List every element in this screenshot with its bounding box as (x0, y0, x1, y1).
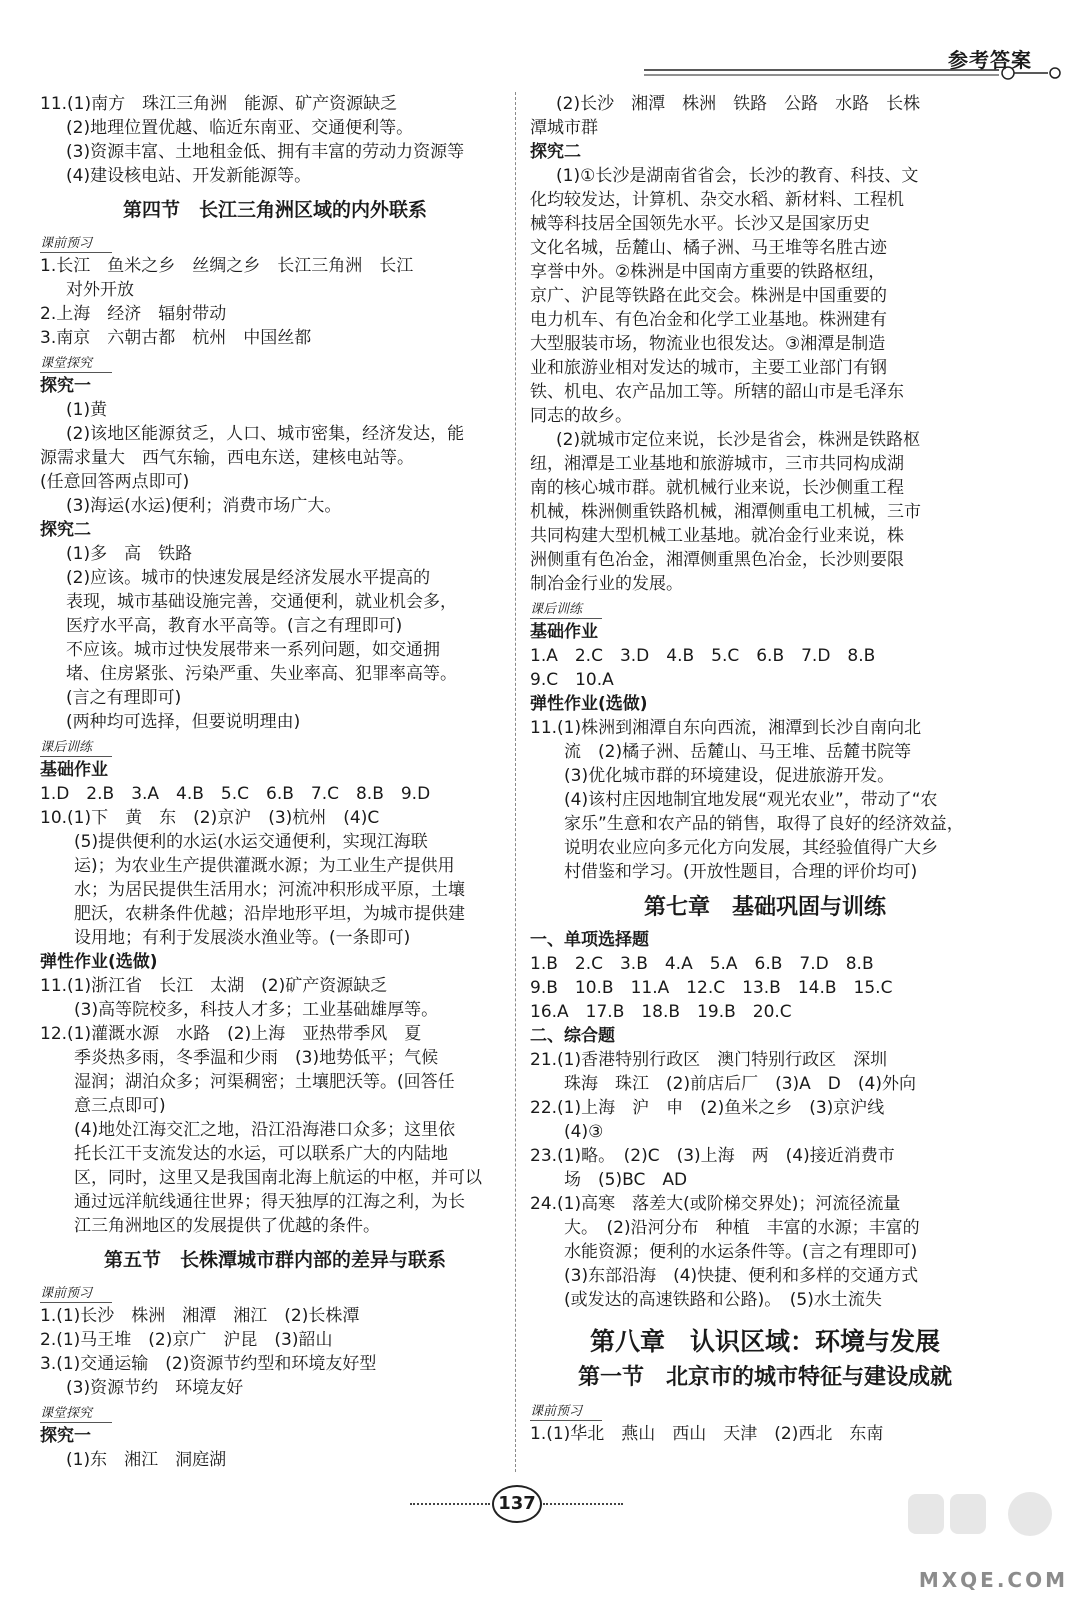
answer-line: 23.(1)略。 (2)C (3)上海 两 (4)接近消费市 (530, 1146, 895, 1166)
answer-line: 2.上海 经济 辐射带动 (40, 304, 227, 324)
answer-line: 对外开放 (66, 280, 134, 300)
answer-line: 区，同时，这里又是我国南北海上航运的中枢，并可以 (74, 1168, 482, 1188)
answer-line: (5)提供便利的水运(水运交通便利，实现江海联 (74, 832, 428, 852)
answer-line: 1.B 2.C 3.B 4.A 5.A 6.B 7.D 8.B (530, 954, 874, 974)
answer-line: 业和旅游业相对发达的城市，主要工业部门有钢 (530, 358, 887, 378)
answer-line: (3)优化城市群的环境建设，促进旅游开发。 (564, 766, 895, 786)
subheading: 探究一 (40, 376, 91, 396)
section-tag: 课堂探究 (40, 1406, 112, 1423)
section-tag: 课前预习 (40, 236, 112, 253)
answer-line: 11.(1)株洲到湘潭自东向西流，湘潭到长沙自南向北 (530, 718, 922, 738)
answer-line: 不应该。城市过快发展带来一系列问题，如交通拥 (66, 640, 440, 660)
answer-line: (3)东部沿海 (4)快捷、便利和多样的交通方式 (564, 1266, 919, 1286)
footer-dots-right (543, 1503, 623, 1505)
answer-line: 械等科技居全国领先水平。长沙又是国家历史 (530, 214, 870, 234)
answer-line: 1.(1)华北 燕山 西山 天津 (2)西北 东南 (530, 1424, 884, 1444)
answer-line: 洲侧重有色冶金，湘潭侧重黑色冶金，长沙则要限 (530, 550, 904, 570)
answer-line: 1.长江 鱼米之乡 丝绸之乡 长江三角洲 长江 (40, 256, 414, 276)
section-tag: 课后训练 (40, 740, 112, 757)
section-title: 第四节 长江三角洲区域的内外联系 (122, 199, 427, 221)
answer-line: 村借鉴和学习。(开放性题目，合理的评价均可) (564, 862, 918, 882)
section-tag: 课前预习 (530, 1404, 602, 1421)
answer-line: 9.B 10.B 11.A 12.C 13.B 14.B 15.C (530, 978, 893, 998)
answer-line: 通过远洋航线通往世界；得天独厚的江海之利，为长 (74, 1192, 465, 1212)
header-rule-ornament (644, 64, 1064, 84)
answer-line: 10.(1)下 黄 东 (2)京沪 (3)杭州 (4)C (40, 808, 380, 828)
answer-line: (2)长沙 湘潭 株洲 铁路 公路 水路 长株 (556, 94, 921, 114)
subheading: 二、综合题 (530, 1026, 615, 1046)
section-tag: 课后训练 (530, 602, 602, 619)
section-tag: 课前预习 (40, 1286, 112, 1303)
answer-line: 3.南京 六朝古都 杭州 中国丝都 (40, 328, 312, 348)
answer-line: 共同构建大型机械工业基地。就冶金行业来说，株 (530, 526, 904, 546)
answer-line: 堵、住房紧张、污染严重、失业率高、犯罪率高等。 (66, 664, 457, 684)
subheading: 基础作业 (530, 622, 598, 642)
answer-line: (1)多 高 铁路 (66, 544, 193, 564)
column-divider (515, 92, 516, 1472)
answer-line: (2)该地区能源贫乏，人口、城市密集，经济发达，能 (66, 424, 465, 444)
answer-line: (3)资源丰富、土地租金低、拥有丰富的劳动力资源等 (66, 142, 465, 162)
chapter-title: 第七章 基础巩固与训练 (643, 895, 886, 920)
answer-line: 说明农业应向多元化方向发展，其经验值得广大乡 (564, 838, 938, 858)
page-header (0, 0, 1090, 90)
answer-line: 3.(1)交通运输 (2)资源节约型和环境友好型 (40, 1354, 377, 1374)
subheading: 探究二 (40, 520, 91, 540)
answer-line: 享誉中外。②株洲是中国南方重要的铁路枢纽， (530, 262, 886, 282)
subheading: 弹性作业(选做) (40, 952, 158, 972)
section-title: 第一节 北京市的城市特征与建设成就 (577, 1365, 952, 1390)
subheading: 探究一 (40, 1426, 91, 1446)
answer-line: (4)建设核电站、开发新能源等。 (66, 166, 312, 186)
answer-line: 化均较发达，计算机、杂交水稻、新材料、工程机 (530, 190, 904, 210)
answer-line: 2.(1)马王堆 (2)京广 沪昆 (3)韶山 (40, 1330, 333, 1350)
answer-line: (1)①长沙是湖南省省会，长沙的教育、科技、文 (556, 166, 919, 186)
subheading: 一、单项选择题 (530, 930, 649, 950)
subheading: 基础作业 (40, 760, 108, 780)
answer-line: 9.C 10.A (530, 670, 614, 690)
answer-line: (2)就城市定位来说，长沙是省会，株洲是铁路枢 (556, 430, 921, 450)
chapter-title: 第八章 认识区域：环境与发展 (589, 1327, 940, 1356)
answer-line: 水能资源；便利的水运条件等。(言之有理即可) (564, 1242, 918, 1262)
answer-line: 同志的故乡。 (530, 406, 632, 426)
answer-line: 制冶金行业的发展。 (530, 574, 683, 594)
answer-line: 铁、机电、农产品加工等。所辖的韶山市是毛泽东 (530, 382, 904, 402)
answer-line: 22.(1)上海 沪 申 (2)鱼米之乡 (3)京沪线 (530, 1098, 885, 1118)
answer-line: 1.A 2.C 3.D 4.B 5.C 6.B 7.D 8.B (530, 646, 876, 666)
section-tag: 课堂探究 (40, 356, 112, 373)
answer-line: 11.(1)南方 珠江三角洲 能源、矿产资源缺乏 (40, 94, 398, 114)
answer-line: 湿润；湖泊众多；河渠稠密；土壤肥沃等。(回答任 (74, 1072, 455, 1092)
right-column (530, 92, 1000, 1446)
answer-line: (或发达的高速铁路和公路)。 (5)水土流失 (564, 1290, 882, 1310)
footer-dots-left (410, 1503, 490, 1505)
answer-line: (2)地理位置优越、临近东南亚、交通便利等。 (66, 118, 414, 138)
header-label: 参考答案 (948, 48, 1032, 72)
answer-line: 表现，城市基础设施完善，交通便利，就业机会多， (66, 592, 457, 612)
answer-line: (1)东 湘江 洞庭湖 (66, 1450, 227, 1470)
answer-line: 纽，湘潭是工业基地和旅游城市，三市共同构成湖 (530, 454, 904, 474)
answer-line: 设用地；有利于发展淡水渔业等。(一条即可) (74, 928, 411, 948)
answer-line: 珠海 珠江 (2)前店后厂 (3)A D (4)外向 (564, 1074, 916, 1094)
answer-line: 意三点即可) (74, 1096, 166, 1116)
answer-line: 21.(1)香港特别行政区 澳门特别行政区 深圳 (530, 1050, 888, 1070)
answer-line: 季炎热多雨，冬季温和少雨 (3)地势低平；气候 (74, 1048, 439, 1068)
answer-line: 1.D 2.B 3.A 4.B 5.C 6.B 7.C 8.B 9.D (40, 784, 431, 804)
watermark-text: MXQE.COM (918, 1568, 1068, 1592)
answer-line: 11.(1)浙江省 长江 太湖 (2)矿产资源缺乏 (40, 976, 388, 996)
answer-line: 京广、沪昆等铁路在此交会。株洲是中国重要的 (530, 286, 887, 306)
answer-line: 文化名城，岳麓山、橘子洲、马王堆等名胜古迹 (530, 238, 887, 258)
section-title: 第五节 长株潭城市群内部的差异与联系 (103, 1249, 446, 1271)
answer-line: 托长江干支流发达的水运，可以联系广大的内陆地 (74, 1144, 448, 1164)
answer-line: (3)资源节约 环境友好 (66, 1378, 244, 1398)
answer-line: 肥沃，农耕条件优越；沿岸地形平坦，为城市提供建 (74, 904, 465, 924)
answer-line: (2)应该。城市的快速发展是经济发展水平提高的 (66, 568, 431, 588)
answer-line: 12.(1)灌溉水源 水路 (2)上海 亚热带季风 夏 (40, 1024, 422, 1044)
answer-line: 电力机车、有色冶金和化学工业基地。株洲建有 (530, 310, 887, 330)
answer-line: 24.(1)高寒 落差大(或阶梯交界处)；河流径流量 (530, 1194, 901, 1214)
answer-line: 场 (5)BC AD (564, 1170, 688, 1190)
answer-line: 1.(1)长沙 株洲 湘潭 湘江 (2)长株潭 (40, 1306, 360, 1326)
answer-line: 流 (2)橘子洲、岳麓山、马王堆、岳麓书院等 (564, 742, 912, 762)
answer-line: (言之有理即可) (66, 688, 182, 708)
subheading: 弹性作业(选做) (530, 694, 648, 714)
subheading: 探究二 (530, 142, 581, 162)
answer-line: 水；为居民提供生活用水；河流冲积形成平原，土壤 (74, 880, 465, 900)
answer-line: 大型服装市场，物流业也很发达。③湘潭是制造 (530, 334, 886, 354)
left-column (40, 92, 510, 1472)
answer-line: 南的核心城市群。就机械行业来说，长沙侧重工程 (530, 478, 904, 498)
page-number: 137 (492, 1485, 542, 1523)
answer-line: 运)；为农业生产提供灌溉水源；为工业生产提供用 (74, 856, 455, 876)
answer-line: (4)地处江海交汇之地，沿江沿海港口众多；这里依 (74, 1120, 456, 1140)
answer-line: (4)该村庄因地制宜地发展“观光农业”，带动了“农 (564, 790, 938, 810)
answer-line: (3)高等院校多，科技人才多；工业基础雄厚等。 (74, 1000, 439, 1020)
answer-line: 医疗水平高，教育水平高等。(言之有理即可) (66, 616, 403, 636)
answer-line: 潭城市群 (530, 118, 598, 138)
answer-line: (1)黄 (66, 400, 108, 420)
answer-line: (两种均可选择，但要说明理由) (66, 712, 301, 732)
answer-line: 16.A 17.B 18.B 19.B 20.C (530, 1002, 792, 1022)
answer-line: 机械，株洲侧重铁路机械，湘潭侧重电工机械，三市 (530, 502, 921, 522)
answer-line: (任意回答两点即可) (40, 472, 190, 492)
answer-line: 江三角洲地区的发展提供了优越的条件。 (74, 1216, 380, 1236)
answer-line: 家乐”生意和农产品的销售，取得了良好的经济效益， (564, 814, 964, 834)
answer-line: (4)③ (564, 1122, 604, 1142)
answer-line: 大。 (2)沿河分布 种植 丰富的水源；丰富的 (564, 1218, 920, 1238)
answer-line: 源需求量大 西气东输，西电东送，建核电站等。 (40, 448, 414, 468)
answer-line: (3)海运(水运)便利；消费市场广大。 (66, 496, 342, 516)
